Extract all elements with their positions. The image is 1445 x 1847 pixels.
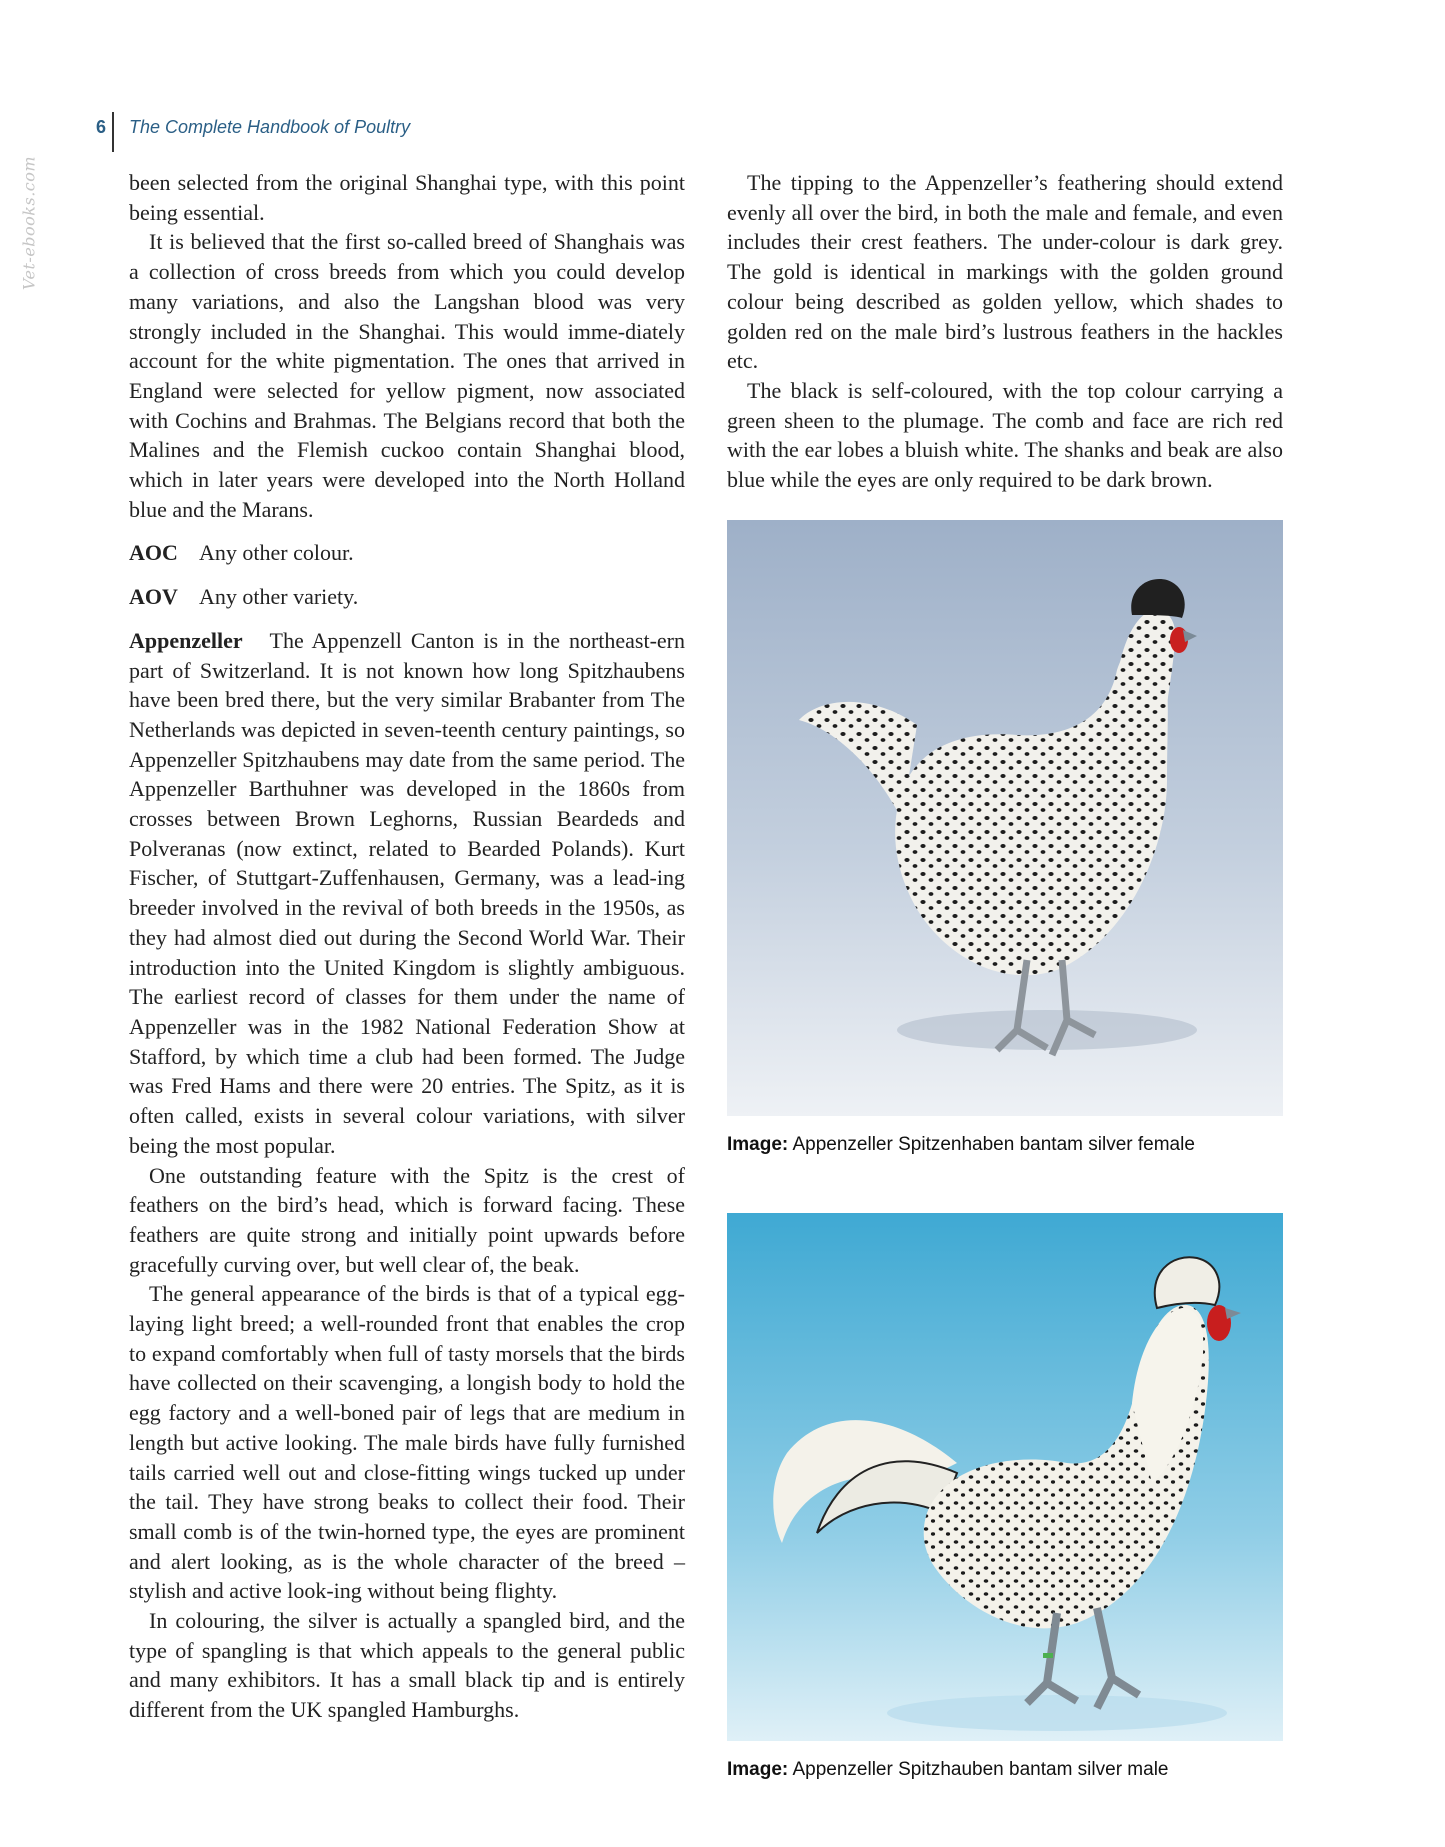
right-column (727, 168, 1283, 495)
header-divider (112, 112, 114, 152)
paragraph-black: The black is self-coloured, with the top colour carrying a green sheen to the plumage. The comb and face are rich red with the ear lobes a bluish white. The shanks and beak are also blue while the eyes are only required to be dark brown. (727, 377, 1283, 493)
glossary-term: Appenzeller (129, 627, 243, 653)
figure-caption (727, 1134, 1195, 1156)
left-column (129, 168, 685, 1725)
glossary-definition: Any other colour. (199, 540, 354, 566)
figure-male (727, 1213, 1283, 1813)
paragraph-continuation: been selected from the original Shanghai type, with this point being essential. (129, 170, 685, 225)
glossary-definition: Any other variety. (199, 584, 359, 610)
figure-caption (727, 1759, 1168, 1781)
caption-text: Appenzeller Spitzhauben bantam silver male (792, 1759, 1169, 1780)
watermark (14, 148, 44, 298)
paragraph-colouring: In colouring, the silver is actually a spangled bird, and the type of spangling is that which appeals to the general public and many exhibitors. It has a small black tip and is entirely different from the UK spangled Hamburghs. (129, 1608, 685, 1723)
photo-hen (727, 520, 1283, 1116)
glossary-term: AOV (129, 584, 178, 610)
glossary-entry-aoc (129, 538, 685, 568)
paragraph-crest: One outstanding feature with the Spitz is the crest of feathers on the bird’s head, which is forward facing. These feathers are quite strong and initially point upwards before gracefully curving over, but well clear of, the beak. (129, 1162, 685, 1277)
caption-label: Image: (727, 1134, 789, 1155)
caption-text: Appenzeller Spitzenhaben bantam silver female (792, 1134, 1195, 1155)
paragraph-general-appearance: The general appearance of the birds is that of a typical egg-laying light breed; a well-rounded front that enables the crop to expand comfortably when full of tasty morsels that the birds have collected on their scavenging, a longish body to hold the egg factory and a well-boned pair of legs that are medium in length but active looking. The male birds have fully furnished tails carried well out and close-fitting wings tucked up under the tail. They have strong beaks to collect their food. Their small comb is of the twin-horned type, the eyes are prominent and alert looking, as is the whole character of the breed – stylish and active look-ing without being flighty. (129, 1281, 685, 1604)
photo-cock (727, 1213, 1283, 1741)
figure-female (727, 520, 1283, 1160)
glossary-entry-appenzeller (129, 626, 685, 1161)
paragraph-shanghai: It is believed that the first so-called breed of Shanghais was a collection of cross breeds from which you could develop many variations, and also the Langshan blood was very strongly included in the Shanghai. This would imme-diately account for the white pigmentation. The ones that arrived in England were selected for yellow pigment, now associated with Cochins and Brahmas. The Belgians record that both the Malines and the Flemish cuckoo contain Shanghai blood, which in later years were developed into the North Holland blue and the Marans. (129, 229, 685, 522)
paragraph-tipping: The tipping to the Appenzeller’s feathering should extend evenly all over the bird, in both the male and female, and even includes their crest feathers. The under-colour is dark grey. The gold is identical in markings with the golden ground colour being described as golden yellow, which shades to golden red on the male bird’s lustrous feathers in the hackles etc. (727, 170, 1283, 374)
page-number: 6 (96, 117, 107, 137)
glossary-entry-aov (129, 582, 685, 612)
glossary-term: AOC (129, 540, 178, 566)
caption-label: Image: (727, 1759, 789, 1780)
glossary-definition: The Appenzell Canton is in the northeast-ern part of Switzerland. It is not known how long Spitzhaubens have been bred there, but the very similar Brabanter from The Netherlands was depicted in seven-teenth century paintings, so Appenzeller Spitzhaubens may date from the same period. The Appenzeller Barthuhner was developed in the 1860s from crosses between Brown Leghorns, Russian Beardeds and Polveranas (now extinct, related to Bearded Polands). Kurt Fischer, of Stuttgart-Zuffenhausen, Germany, was a lead-ing breeder involved in the revival of both breeds in the 1950s, as they had almost died out during the Second World War. Their introduction into the United Kingdom is slightly ambiguous. The earliest record of classes for them under the name of Appenzeller was in the 1982 National Federation Show at Stafford, by which time a club had been formed. The Judge was Fred Hams and there were 20 entries. The Spitz, as it is often called, exists in several colour variations, with silver being the most popular. (129, 627, 685, 1158)
watermark-text: Vet-ebooks.com (19, 155, 39, 291)
book-title: The Complete Handbook of Poultry (129, 117, 411, 137)
